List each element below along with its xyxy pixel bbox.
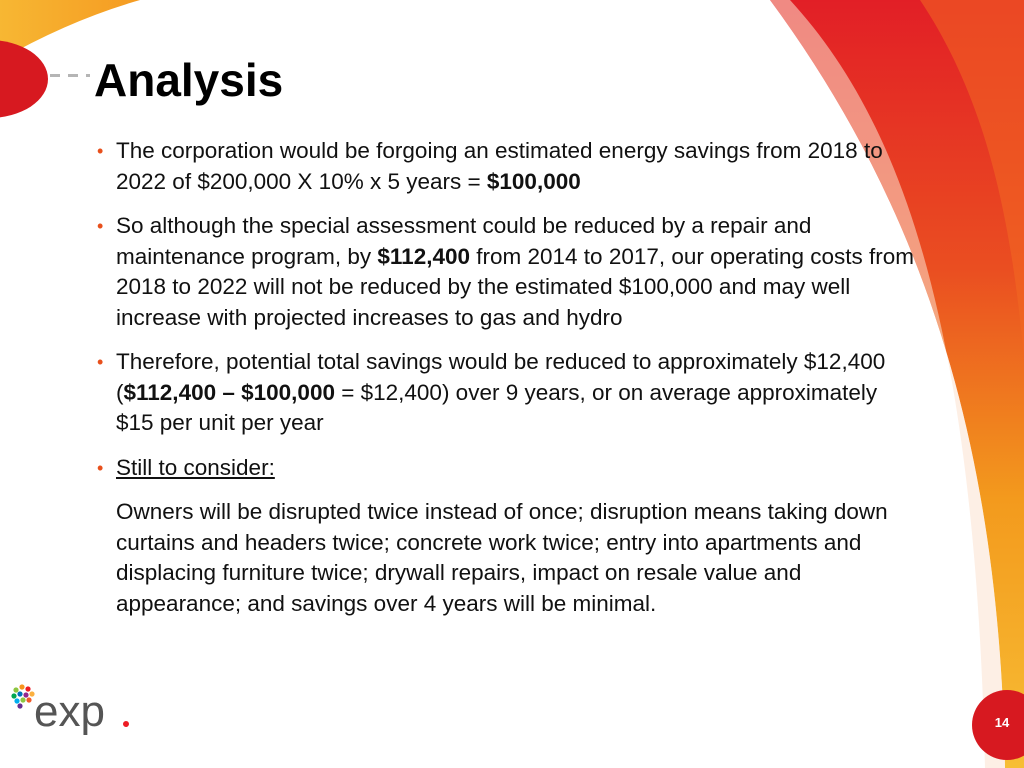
bullet-dot-icon: • (97, 141, 104, 161)
bullet-item (97, 453, 917, 484)
logo-text: exp (34, 687, 105, 736)
slide-content (97, 136, 917, 619)
bullet-item (97, 347, 917, 439)
bullet-text: = $12,400) over 9 years, or on average approximately $15 per unit per year (116, 379, 878, 435)
bullet-text: The corporation would be forgoing an estimated energy savings from 2018 to 2022 of $200,000 X 10% x 5 years = (116, 138, 883, 194)
exp-logo-icon (10, 682, 135, 760)
bullet-dot-icon: • (97, 216, 104, 236)
slide-title: Analysis (94, 54, 284, 106)
bullet-dot-icon: • (97, 457, 104, 478)
page-number: 14 (994, 715, 1010, 730)
bullet-item (97, 136, 917, 197)
consideration-paragraph: Owners will be disrupted twice instead of once; disruption means taking down curtains and headers twice; concrete work twice; entry into apartments and displacing furniture twice; drywall repairs, impact on resale value and appearance; and savings over 4 years will be minimal. (116, 499, 888, 616)
title-dashes (50, 74, 90, 77)
bullet-emphasis: $112,400 – $100,000 (123, 379, 335, 405)
bullet-text: Therefore, potential total savings would be reduced to approximately $12,400 ( (116, 349, 886, 405)
bullet-text: So although the special assessment could be reduced by a repair and maintenance program, by (116, 213, 812, 269)
bullet-item (97, 211, 917, 333)
bullet-emphasis: $100,000 (486, 168, 581, 194)
still-to-consider-label: Still to consider: (116, 454, 275, 480)
logo-dots (11, 684, 34, 708)
bullet-dot-icon: • (97, 352, 104, 372)
bullet-text: from 2014 to 2017, our operating costs from 2018 to 2022 will not be reduced by the estimated $100,000 and may well increase with projected increases to gas and hydro (116, 243, 914, 330)
bullet-emphasis: $112,400 (377, 243, 470, 269)
